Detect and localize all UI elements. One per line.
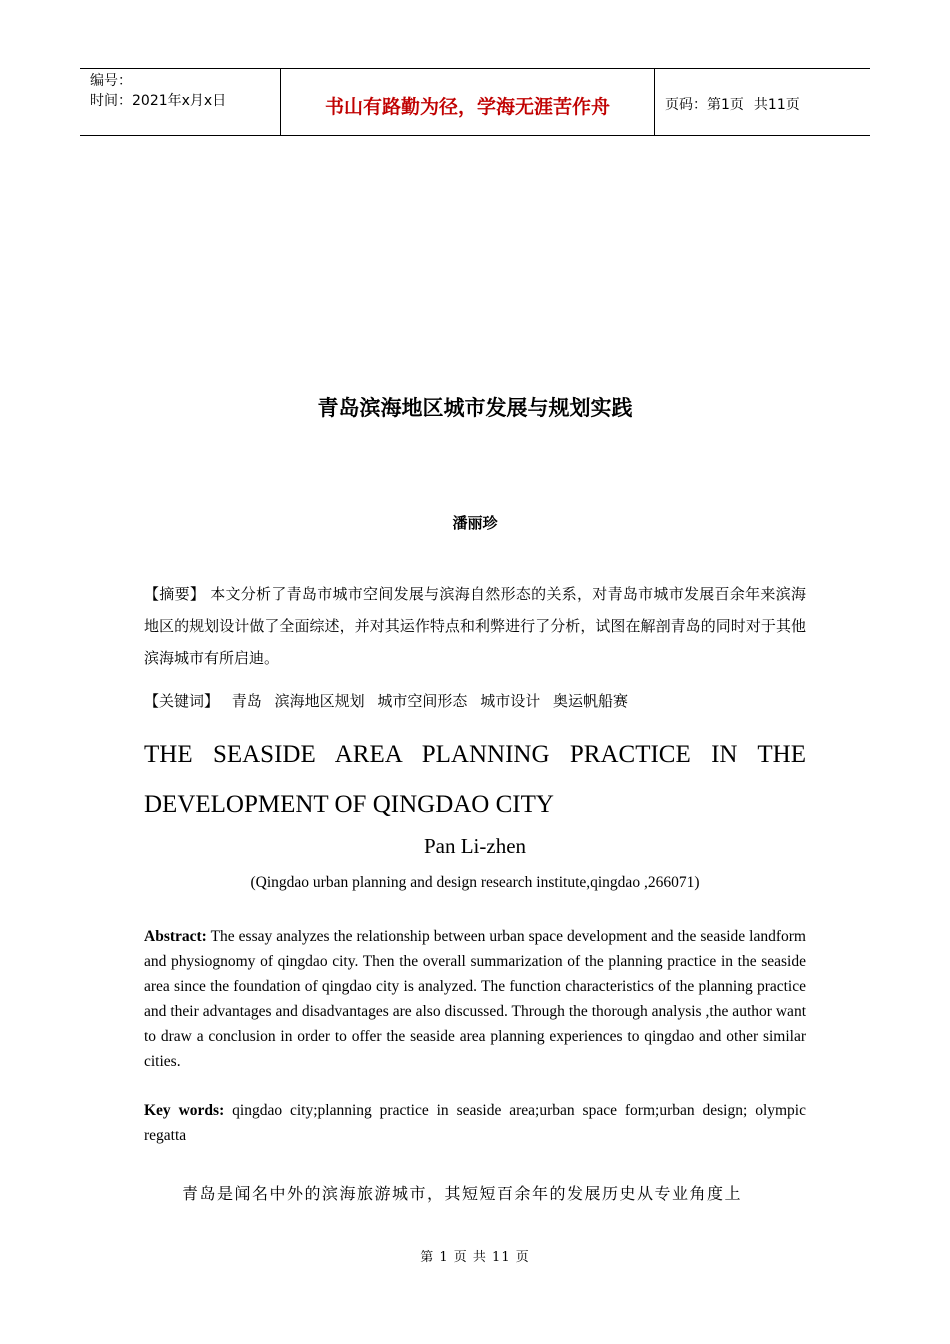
header-meta-cell bbox=[80, 69, 281, 135]
header-page-cell bbox=[655, 69, 870, 135]
header-page-number: 页码：第1页 bbox=[665, 97, 744, 113]
abstract-en-label: Abstract: bbox=[144, 928, 207, 945]
document-time-label: 时间：2021年x月x日 bbox=[90, 93, 227, 109]
header-motto: 书山有路勤为径，学海无涯苦作舟 bbox=[324, 95, 610, 118]
document-title-en: THE SEASIDE AREA PLANNING PRACTICE IN THE DEVELOPMENT OF QINGDAO CITY bbox=[144, 741, 806, 818]
keyword-cn-item: 城市设计 bbox=[480, 692, 541, 710]
header-table bbox=[80, 68, 870, 136]
keyword-cn-item: 青岛 bbox=[231, 692, 262, 710]
abstract-en-text: The essay analyzes the relationship between urban space development and the seaside landform and physiognomy of qingdao city. Then the overall summarization of the planning practice in the seaside area since the foundation of qingdao city is analyzed. The function characteristics of the planning practice and their advantages and disadvantages are also discussed. Through the thorough analysis ,the author want to draw a conclusion in order to offer the seaside area planning experiences to qingdao and other similar cities. bbox=[144, 928, 806, 1070]
keywords-en bbox=[144, 1098, 806, 1148]
header-page-total: 共11页 bbox=[753, 97, 800, 113]
keywords-en-text: qingdao city;planning practice in seaside area;urban space form;urban design; olympic regatta bbox=[144, 1102, 806, 1144]
keywords-cn-label: 【关键词】 bbox=[144, 692, 220, 710]
author-name-en: Pan Li-zhen bbox=[423, 834, 527, 858]
document-title: 青岛滨海地区城市发展与规划实践 bbox=[317, 396, 633, 420]
abstract-cn bbox=[144, 578, 806, 674]
keywords-en-label: Key words: bbox=[144, 1102, 225, 1119]
header-motto-cell bbox=[281, 69, 655, 135]
author-affiliation: (Qingdao urban planning and design research institute,qingdao ,266071) bbox=[250, 874, 700, 891]
keyword-cn-item: 城市空间形态 bbox=[377, 692, 468, 710]
body-paragraph: 青岛是闻名中外的滨海旅游城市，其短短百余年的发展历史从专业角度上 bbox=[182, 1184, 743, 1203]
abstract-cn-label: 【摘要】 bbox=[144, 585, 206, 603]
abstract-en bbox=[144, 924, 806, 1074]
author-name-cn: 潘丽珍 bbox=[452, 514, 498, 532]
keyword-cn-item: 奥运帆船赛 bbox=[552, 692, 628, 710]
keywords-cn bbox=[144, 688, 806, 714]
document-number-label: 编号： bbox=[90, 73, 132, 89]
keyword-cn-item: 滨海地区规划 bbox=[274, 692, 365, 710]
page-footer: 第 1 页 共 11 页 bbox=[420, 1250, 530, 1265]
abstract-cn-text: 本文分析了青岛市城市空间发展与滨海自然形态的关系，对青岛市城市发展百余年来滨海地区的规划设计做了全面综述，并对其运作特点和利弊进行了分析，试图在解剖青岛的同时对于其他滨海城市有所启迪。 bbox=[144, 585, 806, 667]
